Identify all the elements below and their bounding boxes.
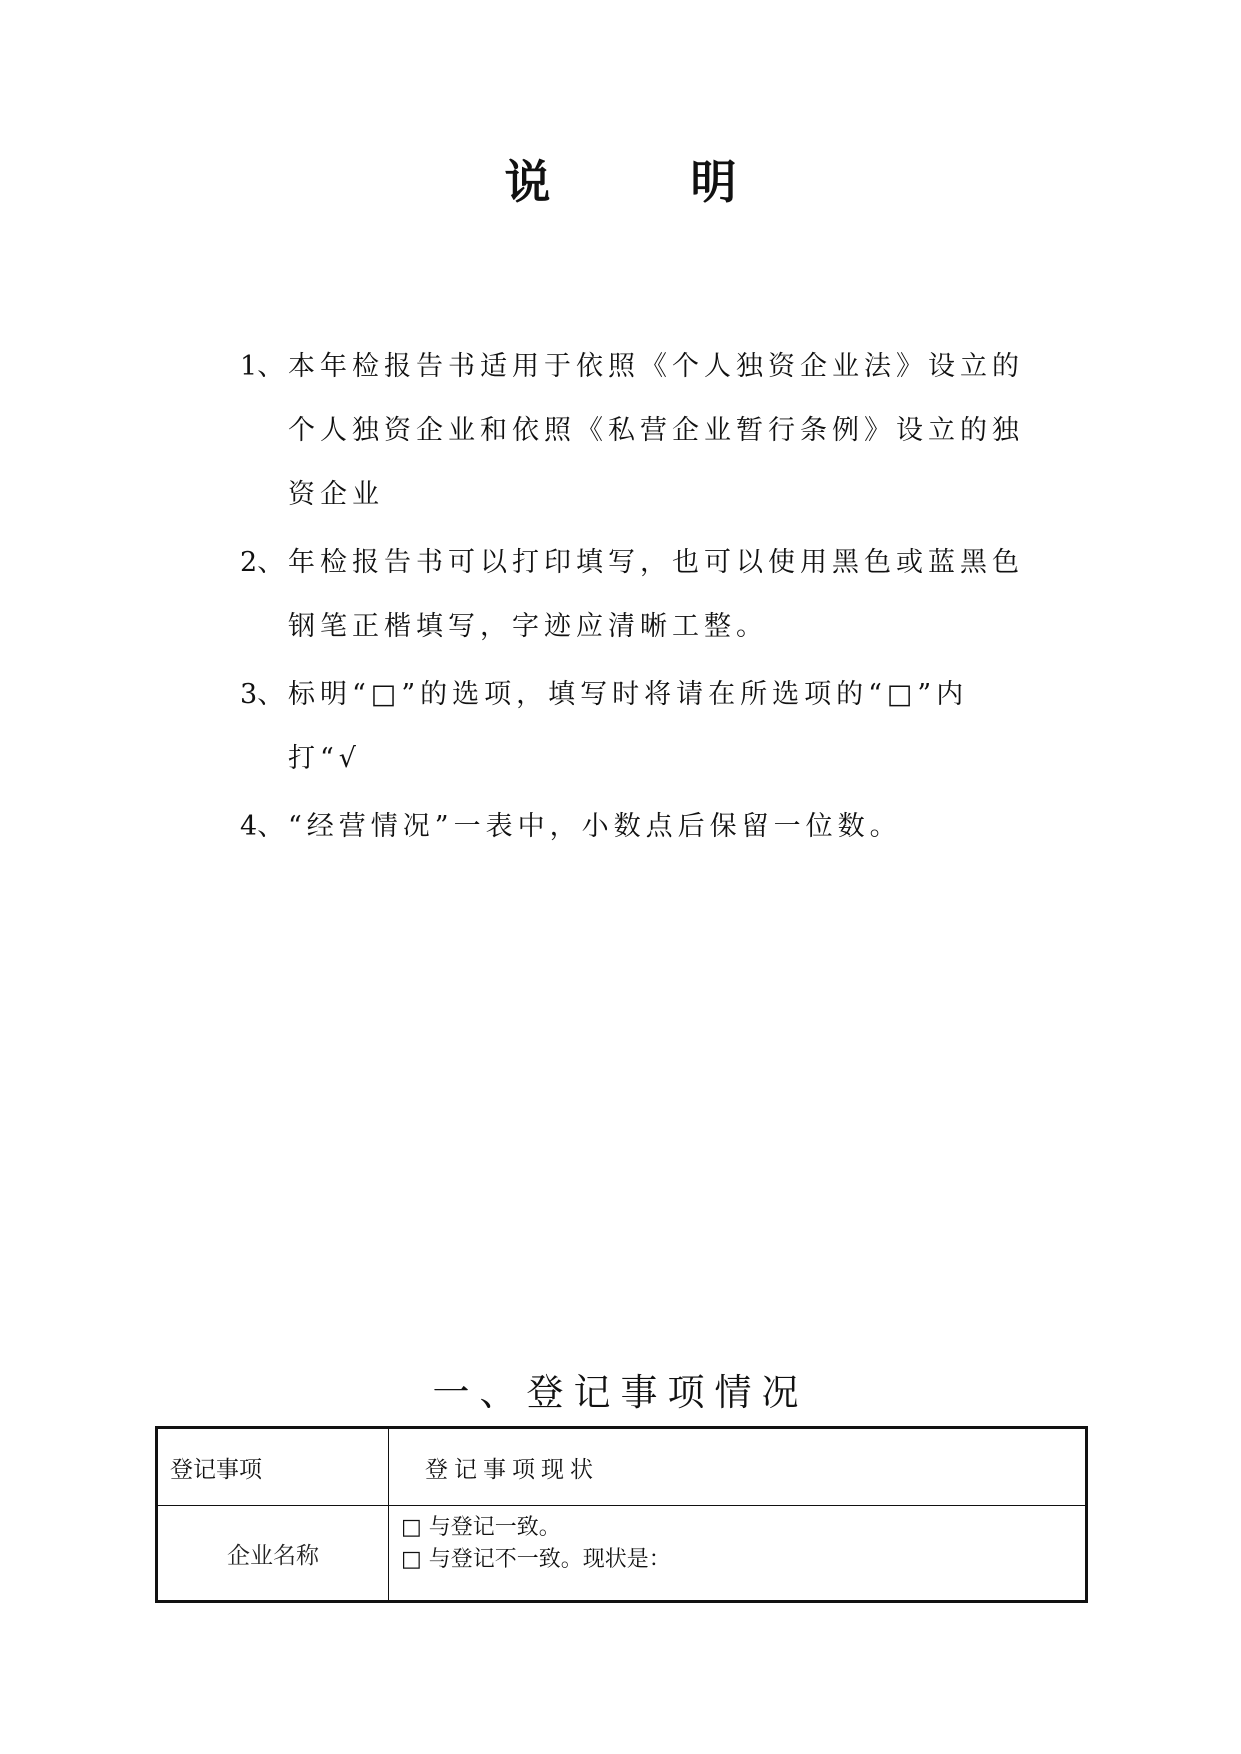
instructions-list: [240, 335, 1040, 863]
option-consistent-checkbox[interactable]: □ 与登记一致。: [401, 1515, 561, 1540]
table-row: [157, 1506, 1087, 1602]
option-inconsistent-checkbox[interactable]: □ 与登记不一致。现状是：: [401, 1547, 671, 1572]
instruction-number: 4、: [240, 811, 285, 842]
instruction-text: 标明“□”的选项，填写时将请在所选项的“□”内打“√: [288, 679, 969, 774]
instruction-item-4: [240, 795, 1040, 859]
instruction-item-2: [240, 531, 1040, 659]
page-title-second-char: 明: [690, 155, 737, 209]
header-registration-item: 登记事项: [157, 1428, 389, 1506]
instruction-number: 1、: [240, 351, 285, 382]
registration-table: [155, 1426, 1088, 1603]
instruction-number: 3、: [240, 679, 285, 710]
row-label-company-name: 企业名称: [157, 1506, 389, 1602]
instruction-item-3: [240, 663, 1040, 791]
instruction-number: 2、: [240, 547, 285, 578]
instruction-item-1: [240, 335, 1040, 527]
table-header-row: [157, 1428, 1087, 1506]
page-title-first-char: 说: [504, 155, 551, 209]
instruction-text: 年检报告书可以打印填写，也可以使用黑色或蓝黑色钢笔正楷填写，字迹应清晰工整。: [288, 547, 1024, 642]
instruction-text: 本年检报告书适用于依照《个人独资企业法》设立的个人独资企业和依照《私营企业暂行条例》设立的独资企业: [288, 351, 1024, 510]
section-title: 一、登记事项情况: [432, 1371, 809, 1414]
page-title: [0, 152, 1241, 212]
instruction-text: “经营情况”一表中，小数点后保留一位数。: [288, 811, 902, 842]
header-registration-status: 登记事项现状: [389, 1428, 1087, 1506]
row-status-options: [389, 1506, 1087, 1602]
